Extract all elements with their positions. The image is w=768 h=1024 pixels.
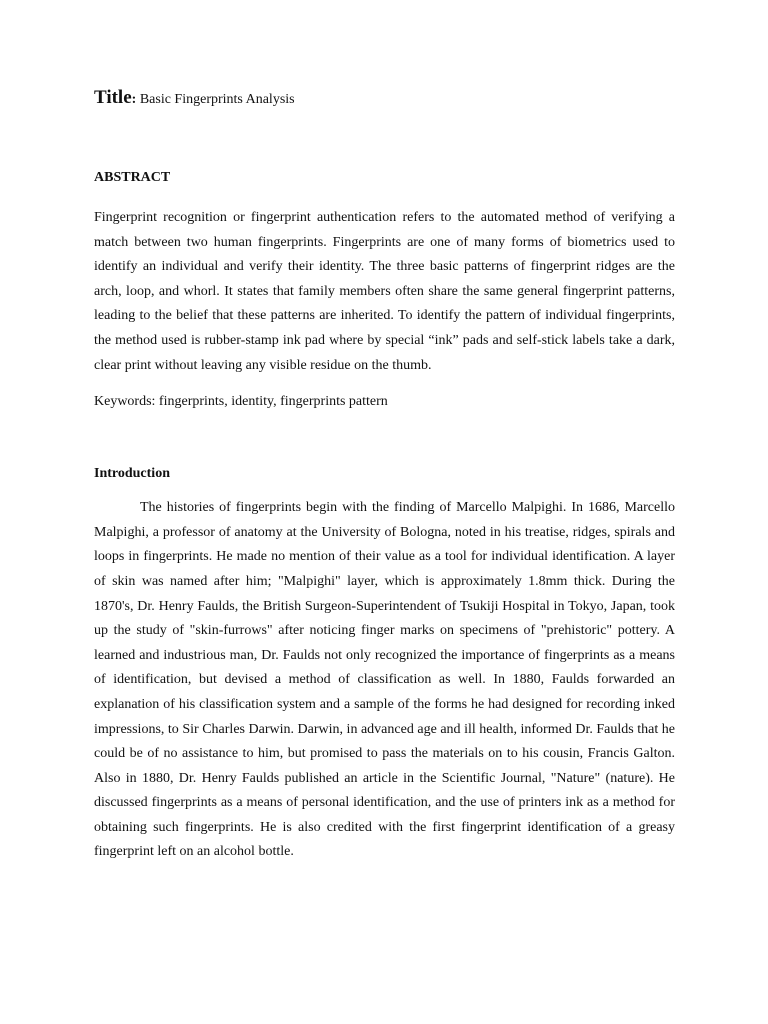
keywords-line: Keywords: fingerprints, identity, fingerprints pattern: [94, 394, 388, 410]
abstract-heading: ABSTRACT: [94, 170, 171, 185]
title-label: Title: [94, 87, 132, 108]
title-text: Basic Fingerprints Analysis: [136, 92, 295, 107]
document-title: [94, 84, 675, 114]
introduction-heading: Introduction: [94, 466, 170, 482]
introduction-paragraph: The histories of fingerprints begin with the finding of Marcello Malpighi. In 1686, Marcello Malpighi, a professor of anatomy at the University of Bologna, noted in his treatise, ridges, spirals and loops in fingerprints. He made no mention of their value as a tool for individual identification. A layer of skin was named after him; "Malpighi" layer, which is approximately 1.8mm thick. During the 1870's, Dr. Henry Faulds, the British Surgeon-Superintendent of Tsukiji Hospital in Tokyo, Japan, took up the study of "skin-furrows" after noticing finger marks on specimens of "prehistoric" pottery. A learned and industrious man, Dr. Faulds not only recognized the importance of fingerprints as a means of identification, but devised a method of classification as well. In 1880, Faulds forwarded an explanation of his classification system and a sample of the forms he had designed for recording inked impressions, to Sir Charles Darwin. Darwin, in advanced age and ill health, informed Dr. Faulds that he could be of no assistance to him, but promised to pass the materials on to his cousin, Francis Galton. Also in 1880, Dr. Henry Faulds published an article in the Scientific Journal, "Nature" (nature). He discussed fingerprints as a means of personal identification, and the use of printers ink as a method for obtaining such fingerprints. He is also credited with the first fingerprint identification of a greasy fingerprint left on an alcohol bottle.: [94, 500, 675, 860]
title-colon: :: [131, 92, 137, 107]
abstract-paragraph: Fingerprint recognition or fingerprint authentication refers to the automated method of verifying a match between two human fingerprints. Fingerprints are one of many forms of biometrics used to identify an individual and verify their identity. The three basic patterns of fingerprint ridges are the arch, loop, and whorl. It states that family members often share the same general fingerprint patterns, leading to the belief that these patterns are inherited. To identify the pattern of individual fingerprints, the method used is rubber-stamp ink pad where by special “ink” pads and self-stick labels take a dark, clear print without leaving any visible residue on the thumb.: [94, 210, 675, 373]
document-content: [94, 84, 675, 865]
